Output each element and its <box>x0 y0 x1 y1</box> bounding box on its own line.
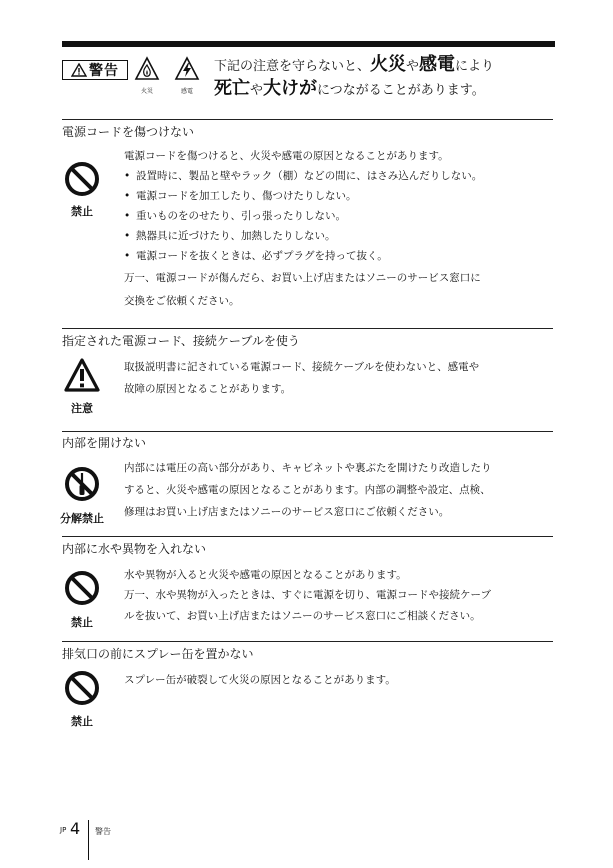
section-title: 指定された電源コード、接続ケーブルを使う <box>62 334 300 348</box>
body-text: 内部には電圧の高い部分があり、キャビネットや裏ぶたを開けたり改造したり <box>124 462 492 474</box>
body-text: 交換をご依頼ください。 <box>124 295 240 307</box>
section-divider <box>62 641 553 642</box>
top-rule <box>62 41 555 47</box>
footer-divider <box>88 820 89 860</box>
header-line-1: 下記の注意を守らないと、火災や感電により <box>214 54 495 75</box>
list-item: • 設置時に、製品と壁やラック（棚）などの間に、はさみ込んだりしない。 <box>124 166 482 186</box>
body-text: すると、火災や感電の原因となることがあります。内部の調整や設定、点検、 <box>124 484 491 496</box>
warning-label: 警告 <box>89 63 119 79</box>
fire-icon <box>134 56 160 82</box>
caution-icon <box>63 357 101 393</box>
section-divider <box>62 431 553 432</box>
list-item: • 電源コードを抜くときは、必ずプラグを持って抜く。 <box>124 246 388 266</box>
section-divider <box>62 328 553 329</box>
list-item: • 電源コードを加工したり、傷つけたりしない。 <box>124 186 357 206</box>
body-text: 故障の原因となることがあります。 <box>124 383 292 395</box>
fire-label: 火災 <box>140 88 153 95</box>
warning-triangle-icon <box>71 63 87 77</box>
fire-hazard <box>132 56 162 95</box>
symbol-label: 注意 <box>71 402 93 415</box>
footer-lang: JP <box>60 826 67 834</box>
list-item: • 熱器具に近づけたり、加熱したりしない。 <box>124 226 336 246</box>
section-title: 排気口の前にスプレー缶を置かない <box>62 647 254 661</box>
list-item: • 重いものをのせたり、引っ張ったりしない。 <box>124 206 346 226</box>
body-text: 万一、電源コードが傷んだら、お買い上げ店またはソニーのサービス窓口に <box>124 272 481 284</box>
body-text: 万一、水や異物が入ったときは、すぐに電源を切り、電源コードや接続ケーブ <box>124 589 491 601</box>
prohibition-icon <box>64 161 100 197</box>
header-line-2: 死亡や大けがにつながることがあります。 <box>214 78 485 99</box>
section-title: 内部に水や異物を入れない <box>62 542 207 556</box>
section-title: 内部を開けない <box>62 436 147 450</box>
page-number: 4 <box>70 819 81 838</box>
body-text: ルを抜いて、お買い上げ店またはソニーのサービス窓口にご相談ください。 <box>124 610 481 622</box>
shock-hazard <box>172 56 202 95</box>
footer-section-label: 警告 <box>95 827 111 836</box>
section-divider <box>62 119 553 120</box>
symbol-label: 禁止 <box>71 715 93 728</box>
body-text: 電源コードを傷つけると、火災や感電の原因となることがあります。 <box>124 150 449 162</box>
no-disassembly-icon <box>64 466 100 502</box>
symbol-label: 分解禁止 <box>60 512 104 525</box>
lightning-icon <box>174 56 200 82</box>
body-text: 修理はお買い上げ店またはソニーのサービス窓口にご依頼ください。 <box>124 506 450 518</box>
section-title: 電源コードを傷つけない <box>62 125 195 139</box>
symbol-label: 禁止 <box>71 205 93 218</box>
shock-label: 感電 <box>180 88 193 95</box>
prohibition-icon <box>64 670 100 706</box>
section-divider <box>62 536 553 537</box>
symbol-label: 禁止 <box>71 616 93 629</box>
prohibition-icon <box>64 570 100 606</box>
warning-badge <box>62 60 128 80</box>
body-text: 取扱説明書に記されている電源コード、接続ケーブルを使わないと、感電や <box>124 361 480 373</box>
body-text: スプレー缶が破裂して火災の原因となることがあります。 <box>124 674 396 686</box>
body-text: 水や異物が入ると火災や感電の原因となることがあります。 <box>124 569 407 581</box>
